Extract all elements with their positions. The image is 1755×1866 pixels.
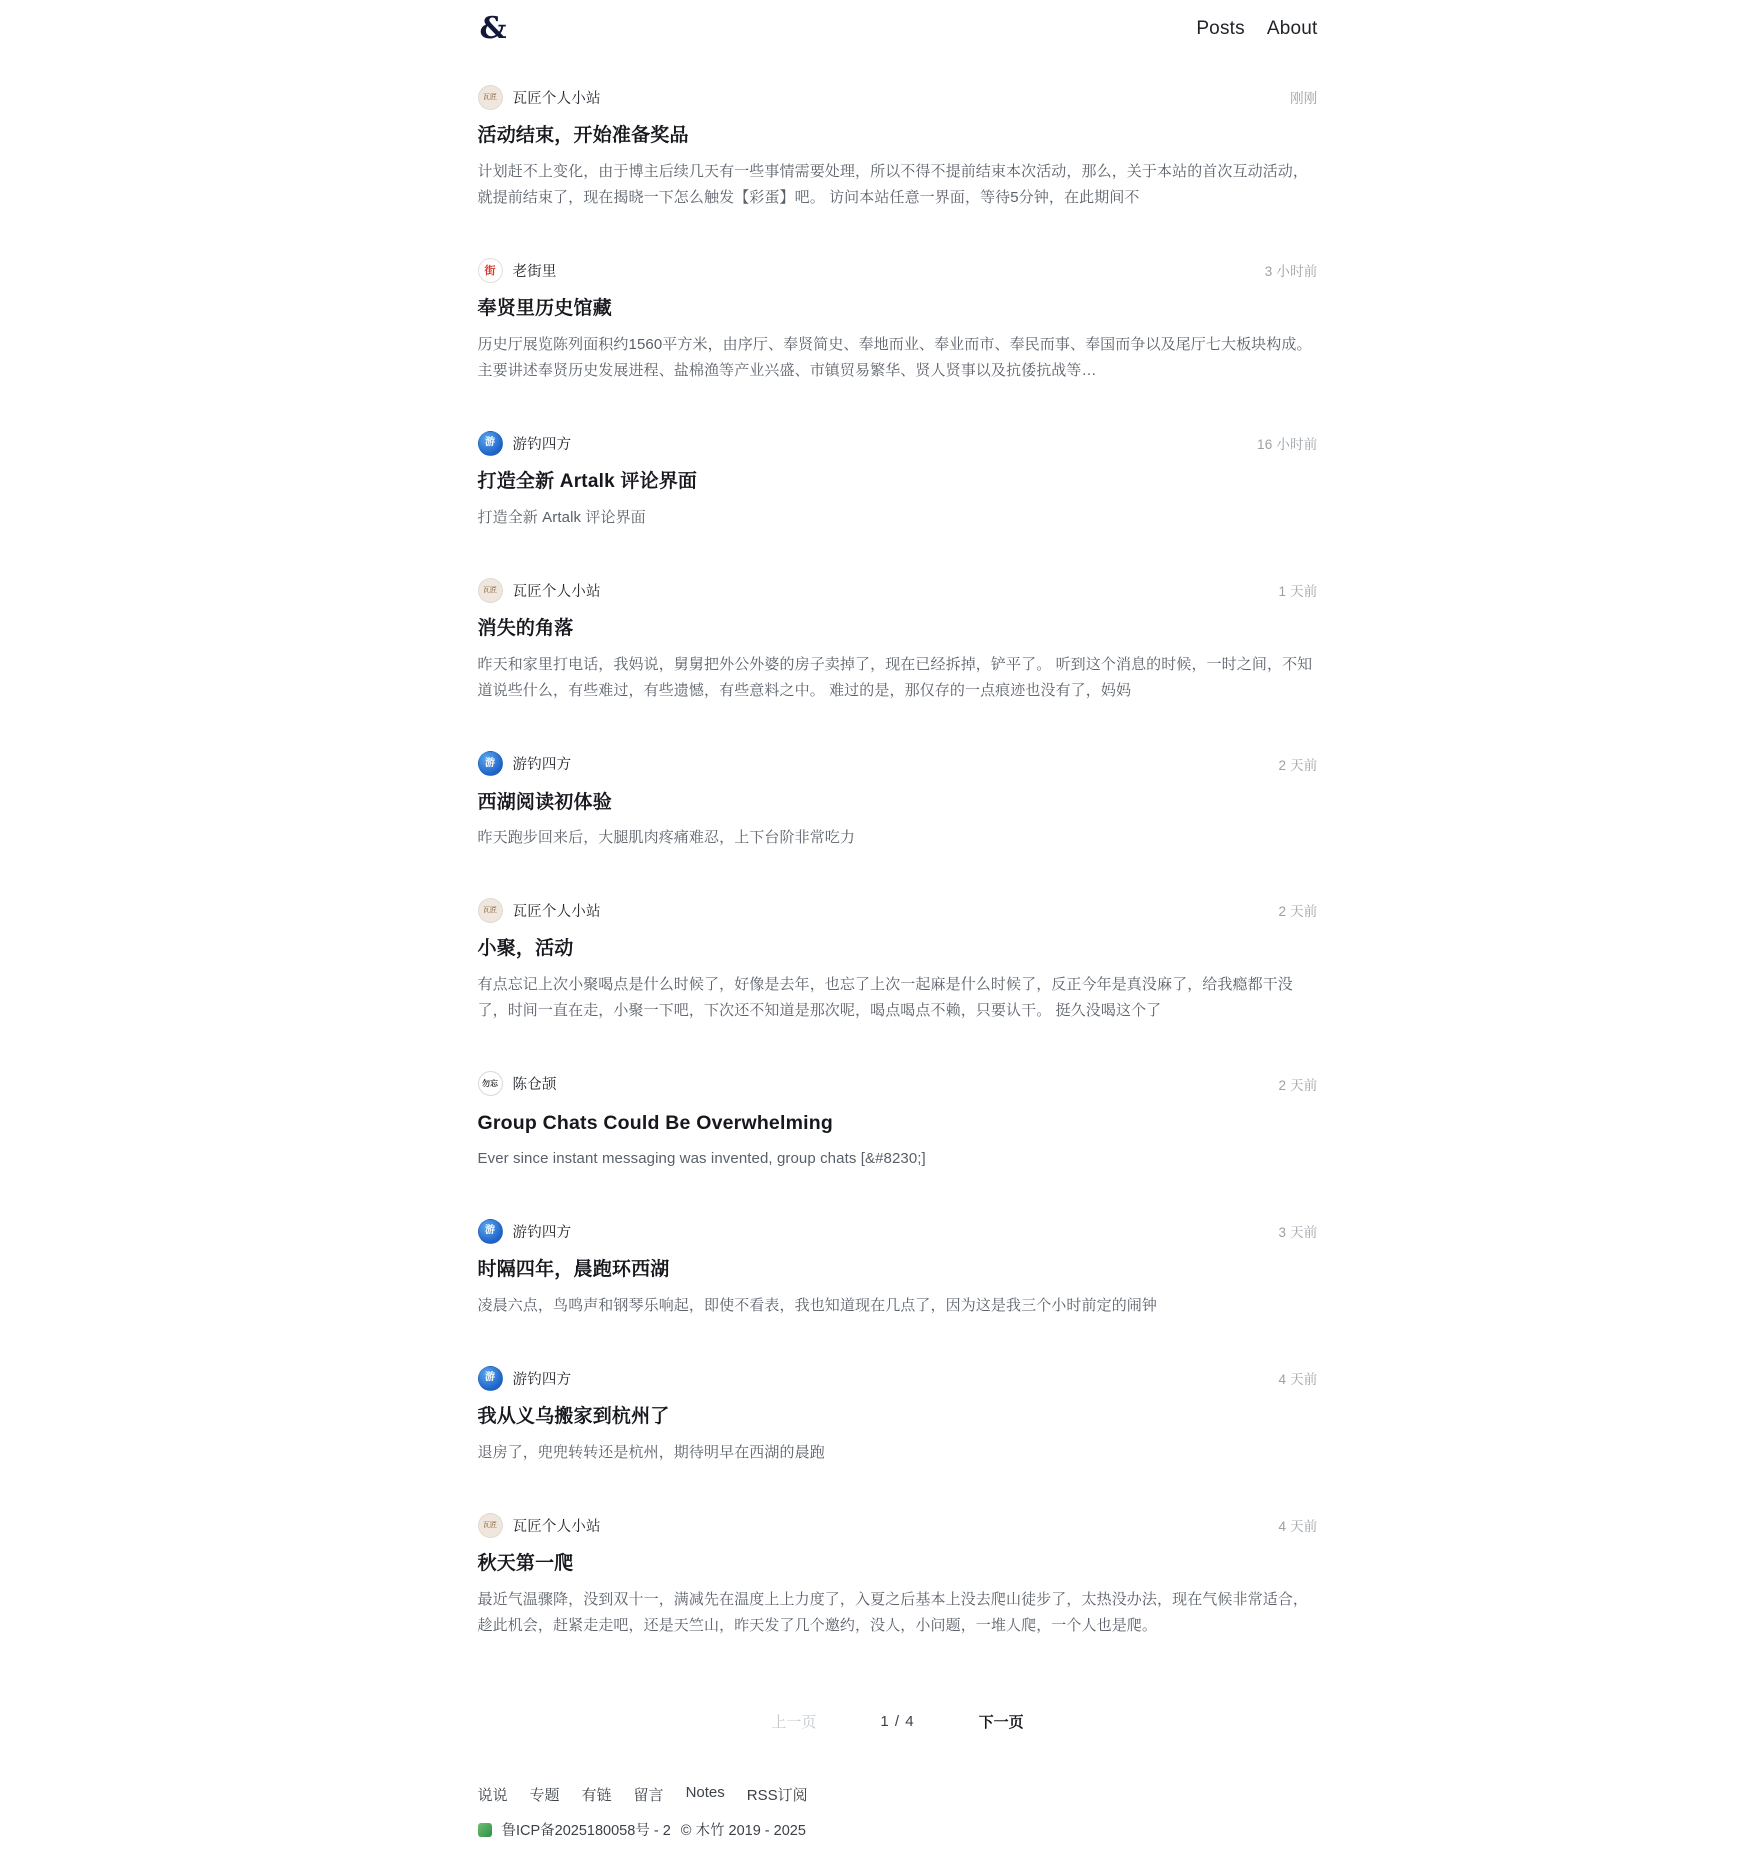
post-header bbox=[478, 751, 1318, 777]
post-author[interactable] bbox=[478, 431, 572, 456]
author-name: 瓦匠个人小站 bbox=[512, 90, 601, 107]
footer-link-shuoshuo[interactable]: 说说 bbox=[477, 1787, 508, 1805]
author-name: 瓦匠个人小站 bbox=[512, 903, 601, 920]
post-excerpt: 历史厅展览陈列面积约1560平方米，由序厅、奉贤简史、奉地而业、奉业而市、奉民而事、奉国而争以及尾厅七大板块构成。主要讲述奉贤历史发展进程、盐棉渔等产业兴盛、市镇贸易繁华、贤人贤事以及抗倭抗战等… bbox=[477, 335, 1312, 380]
author-name: 瓦匠个人小站 bbox=[512, 583, 601, 600]
footer-meta bbox=[478, 1819, 1318, 1840]
post-timestamp: 刚刚 bbox=[1290, 91, 1318, 106]
nav-posts[interactable]: Posts bbox=[1196, 18, 1245, 39]
avatar: 街 bbox=[478, 258, 503, 283]
site-header bbox=[478, 0, 1318, 50]
post-excerpt: 最近气温骤降，没到双十一，满减先在温度上上力度了，入夏之后基本上没去爬山徒步了，太热没办法，现在气候非常适合，趁此机会，赶紧走走吧，还是天竺山，昨天发了几个邀约，没人，小问题，一堆人爬，一个人也是爬。 bbox=[477, 1590, 1309, 1635]
post-timestamp: 1 天前 bbox=[1278, 584, 1318, 600]
post-excerpt: 有点忘记上次小聚喝点是什么时候了，好像是去年，也忘了上次一起麻是什么时候了，反正今年是真没麻了，给我瘾都干没了，时间一直在走，小聚一下吧，下次还不知道是那次呢，喝点喝点不赖，只要认干。 挺久没喝这个了 bbox=[477, 976, 1293, 1020]
post-author[interactable] bbox=[478, 85, 601, 110]
post-author[interactable] bbox=[478, 258, 557, 283]
author-name: 游钓四方 bbox=[512, 436, 572, 453]
post-excerpt: 打造全新 Artalk 评论界面 bbox=[477, 509, 646, 527]
post-title[interactable]: 奉贤里历史馆藏 bbox=[477, 298, 612, 320]
post-excerpt: 昨天跑步回来后，大腿肌肉疼痛难忍，上下台阶非常吃力 bbox=[477, 829, 856, 847]
post-item[interactable] bbox=[478, 1071, 1318, 1219]
post-item[interactable] bbox=[478, 1512, 1318, 1685]
footer-copyright: © 木竹 2019 - 2025 bbox=[680, 1823, 806, 1840]
post-title[interactable]: Group Chats Could Be Overwhelming bbox=[477, 1111, 833, 1134]
avatar: 游 bbox=[478, 431, 503, 456]
pagination-next[interactable]: 下一页 bbox=[978, 1714, 1024, 1732]
post-timestamp: 3 小时前 bbox=[1264, 264, 1318, 280]
avatar: 瓦匠 bbox=[478, 578, 503, 603]
avatar: 瓦匠 bbox=[478, 85, 503, 110]
post-timestamp: 2 天前 bbox=[1278, 1077, 1318, 1093]
site-logo[interactable]: & bbox=[479, 11, 506, 46]
avatar: 瓦匠 bbox=[478, 898, 503, 923]
post-title[interactable]: 时隔四年，晨跑环西湖 bbox=[477, 1259, 670, 1281]
pagination-indicator: 1 / 4 bbox=[880, 1713, 915, 1731]
post-item[interactable] bbox=[478, 430, 1318, 577]
post-author[interactable] bbox=[478, 1513, 601, 1538]
post-timestamp: 3 天前 bbox=[1278, 1225, 1318, 1241]
author-name: 游钓四方 bbox=[512, 1371, 572, 1388]
avatar: 勿忘 bbox=[478, 1071, 503, 1096]
post-item[interactable] bbox=[478, 1365, 1318, 1512]
post-timestamp: 4 天前 bbox=[1278, 1519, 1318, 1535]
post-title[interactable]: 活动结束，开始准备奖品 bbox=[477, 125, 689, 146]
avatar: 游 bbox=[478, 751, 503, 776]
post-feed bbox=[478, 50, 1318, 1685]
post-timestamp: 2 天前 bbox=[1278, 904, 1318, 920]
footer-link-liuyan[interactable]: 留言 bbox=[633, 1787, 664, 1805]
footer-link-youlian[interactable]: 有链 bbox=[581, 1787, 612, 1805]
post-item[interactable] bbox=[478, 257, 1318, 430]
post-header bbox=[478, 577, 1318, 603]
main-nav bbox=[1196, 18, 1317, 40]
post-item[interactable] bbox=[478, 577, 1318, 750]
post-title[interactable]: 秋天第一爬 bbox=[477, 1553, 574, 1575]
post-title[interactable]: 消失的角落 bbox=[477, 618, 574, 640]
post-header bbox=[478, 257, 1318, 283]
post-header bbox=[478, 430, 1318, 456]
avatar: 游 bbox=[478, 1366, 503, 1391]
post-author[interactable] bbox=[478, 751, 572, 776]
site-footer bbox=[478, 1784, 1318, 1866]
footer-link-rss[interactable]: RSS订阅 bbox=[746, 1787, 808, 1805]
author-name: 陈仓颉 bbox=[512, 1077, 557, 1094]
post-timestamp: 4 天前 bbox=[1278, 1372, 1318, 1388]
post-header bbox=[478, 1512, 1318, 1538]
author-name: 瓦匠个人小站 bbox=[512, 1518, 601, 1535]
post-title[interactable]: 小聚，活动 bbox=[477, 938, 574, 960]
avatar: 游 bbox=[478, 1219, 503, 1244]
post-title[interactable]: 打造全新 Artalk 评论界面 bbox=[477, 471, 698, 493]
post-excerpt: Ever since instant messaging was invented, group chats [&#8230;] bbox=[477, 1149, 926, 1167]
post-excerpt: 凌晨六点，鸟鸣声和钢琴乐响起，即使不看表，我也知道现在几点了，因为这是我三个小时前定的闹钟 bbox=[477, 1296, 1158, 1314]
footer-links bbox=[478, 1784, 1318, 1805]
post-header bbox=[478, 1218, 1318, 1244]
post-item[interactable] bbox=[478, 84, 1318, 257]
footer-link-zhuanti[interactable]: 专题 bbox=[529, 1787, 560, 1805]
post-title[interactable]: 西湖阅读初体验 bbox=[477, 791, 612, 813]
author-name: 游钓四方 bbox=[512, 1224, 572, 1241]
author-name: 游钓四方 bbox=[512, 757, 572, 773]
post-item[interactable] bbox=[478, 897, 1318, 1070]
icp-record[interactable]: 鲁ICP备2025180058号 - 2 bbox=[501, 1823, 671, 1840]
post-author[interactable] bbox=[478, 1071, 557, 1096]
pagination bbox=[478, 1695, 1318, 1742]
post-header bbox=[478, 1365, 1318, 1391]
post-author[interactable] bbox=[478, 1219, 572, 1244]
post-title[interactable]: 我从义乌搬家到杭州了 bbox=[477, 1406, 670, 1428]
post-author[interactable] bbox=[478, 578, 601, 603]
post-author[interactable] bbox=[478, 1366, 572, 1391]
post-excerpt: 昨天和家里打电话，我妈说，舅舅把外公外婆的房子卖掉了，现在已经拆掉，铲平了。 听到这个消息的时候，一时之间，不知道说些什么，有些难过，有些遗憾，有些意料之中。 难过的是，那仅存的一点痕迹也没有了，妈妈 bbox=[477, 656, 1313, 700]
nav-about[interactable]: About bbox=[1266, 18, 1318, 39]
pagination-prev: 上一页 bbox=[771, 1714, 817, 1732]
post-excerpt: 退房了，兜兜转转还是杭州，期待明早在西湖的晨跑 bbox=[477, 1443, 825, 1461]
post-header bbox=[478, 84, 1318, 110]
post-item[interactable] bbox=[478, 751, 1318, 898]
avatar: 瓦匠 bbox=[478, 1513, 503, 1538]
post-author[interactable] bbox=[478, 898, 601, 923]
post-item[interactable] bbox=[478, 1218, 1318, 1365]
icp-shield-icon bbox=[478, 1823, 492, 1837]
post-excerpt: 计划赶不上变化，由于博主后续几天有一些事情需要处理，所以不得不提前结束本次活动，那么，关于本站的首次互动活动，就提前结束了，现在揭晓一下怎么触发【彩蛋】吧。 访问本站任意一界面，等待5分钟，在此期间不 bbox=[477, 162, 1309, 206]
post-timestamp: 16 小时前 bbox=[1257, 437, 1318, 453]
post-header bbox=[478, 897, 1318, 923]
post-timestamp: 2 天前 bbox=[1278, 757, 1318, 773]
footer-link-notes[interactable]: Notes bbox=[685, 1784, 725, 1802]
post-header bbox=[478, 1071, 1318, 1097]
author-name: 老街里 bbox=[512, 263, 557, 280]
